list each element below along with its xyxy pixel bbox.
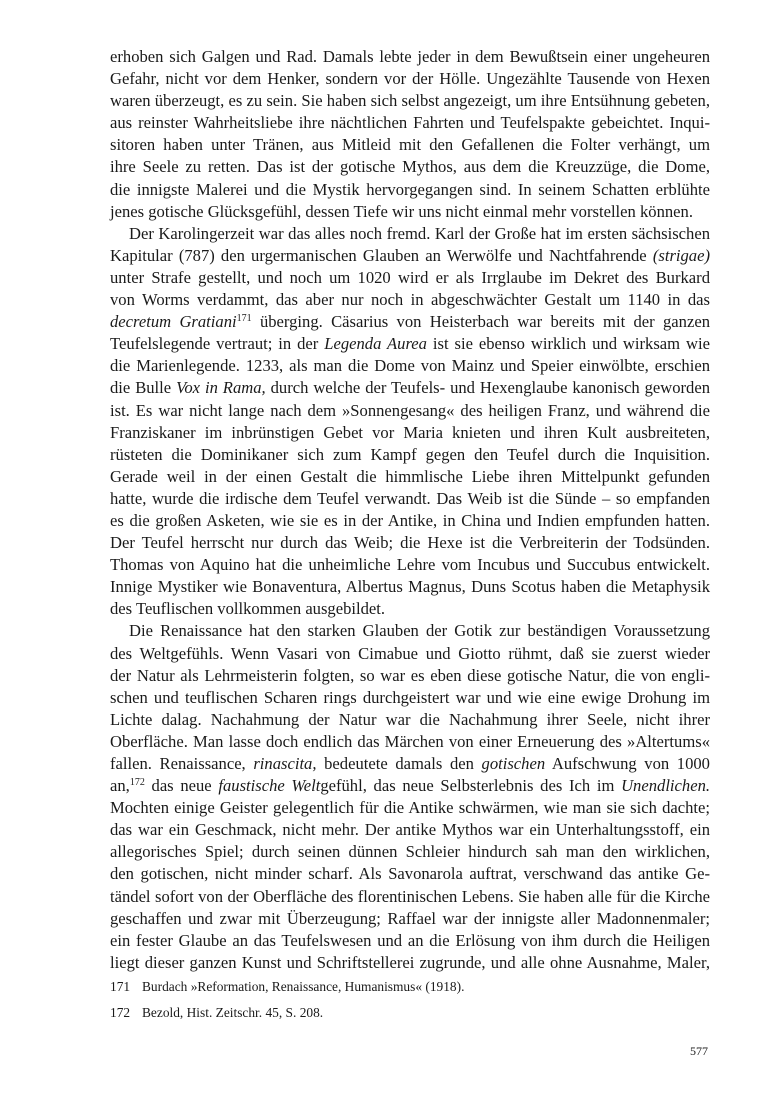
text-line: Gefahr, nicht vor dem Henker, sondern vor der Hölle. Ungezählte Tausende von Hexen — [110, 69, 710, 89]
footnote-ref-172[interactable]: 172 — [129, 777, 145, 789]
text-line: fallen. Renaissance, rinascita, bedeutete damals den gotischen Aufschwung von 1000 — [110, 754, 710, 773]
footnote-172 — [110, 1004, 710, 1030]
footnote-ref-171[interactable]: 171 — [236, 313, 252, 325]
page-number: 577 — [690, 1044, 708, 1058]
text-line: hatte, wurde die irdische dem Teufel verwandt. Das Weib ist die Sünde – so empfanden — [110, 488, 710, 508]
italic-term: Legenda Aurea — [324, 334, 427, 354]
text-line: es die großen Asketen, wie sie es in der Antike, in China und Indien empfunden hatten. — [110, 510, 710, 530]
text-line: Innige Mystiker wie Bonaventura, Albertus Magnus, Duns Scotus haben die Metaphysik — [110, 577, 710, 597]
text-line: Der Karolingerzeit war das alles noch fremd. Karl der Große hat im ersten sächsischen — [129, 223, 710, 243]
text-line: das war ein Geschmack, nicht mehr. Der antike Mythos war ein Unterhaltungsstoff, ein — [110, 820, 710, 840]
body-text — [110, 46, 710, 974]
text-line: des Weltgefühls. Wenn Vasari von Cimabue und Giotto rühmt, daß sie zuerst wieder — [110, 643, 710, 663]
italic-term: faustische Welt — [218, 776, 321, 796]
italic-term: Vox in Rama, — [176, 378, 266, 398]
italic-term: (strigae) — [652, 245, 710, 265]
text-line: die innigste Malerei und die Mystik hervorgegangen sind. In seinem Schatten erblühte — [110, 179, 710, 199]
text-line: aus reinster Wahrheitsliebe ihre nächtlichen Fahrten und Teufelspakte gebeichtet. Inqui- — [110, 113, 710, 133]
text-line: Die Renaissance hat den starken Glauben der Gotik zur beständigen Voraussetzung — [129, 621, 710, 641]
text-line: geschaffen und zwar mit Überzeugung; Raffael war der innigste aller Madonnenmaler; — [110, 908, 710, 928]
text-line: schen und teuflischen Scharen rings durchgeistert war und wie eine ewige Drohung im — [110, 687, 710, 707]
text-line: Mochten einige Geister gelegentlich für die Antike schwärmen, wie man sie sich dachte; — [110, 798, 710, 818]
footnote-number: 171 — [110, 979, 131, 994]
text-line: an,$^{172}$ das neue faustische Weltgefühl, das neue Selbsterlebnis des Ich im Unendlichen. — [110, 776, 711, 796]
italic-term: decretum Gratiani — [110, 312, 237, 332]
italic-term: Unendlichen. — [621, 776, 711, 796]
text-line: ein fester Glaube an das Teufelswesen und an die Erlösung von ihm durch die Heiligen — [110, 930, 710, 950]
footnote-number: 172 — [110, 1005, 131, 1020]
italic-term: rinascita, — [253, 754, 317, 773]
text-line: Kapitular (787) den urgermanischen Glauben an Werwölfe und Nachtfahrende (strigae) — [110, 245, 710, 265]
text-line: Der Teufel herrscht nur durch das Weib; die Hexe ist die Verbreiterin der Todsünden. — [110, 533, 710, 553]
text-line: waren überzeugt, es zu sein. Sie haben sich selbst angezeigt, um ihre Entsühnung gebeten, — [110, 91, 710, 111]
text-line: tändel sofort von der Oberfläche des florentinischen Lebens. Sie haben alle für die Kirche — [110, 886, 710, 906]
text-line: Thomas von Aquino hat die unheimliche Lehre vom Incubus und Succubus entwickelt. — [110, 555, 710, 575]
footnote-text: Burdach »Reformation, Renaissance, Humanismus« (1918). — [142, 979, 465, 994]
text-line: die Marienlegende. 1233, als man die Dome von Mainz und Speier einwölbte, erschien — [110, 356, 710, 376]
text-line: ihre Seele zu retten. Das ist der gotische Mythos, aus dem die Kreuzzüge, die Dome, — [110, 157, 710, 177]
text-line: unter Strafe gestellt, und noch um 1020 wird er als Irrglaube im Dekret des Burkard — [110, 267, 710, 287]
text-line: Gerade weil in der einen Gestalt die himmlische Liebe ihren Mittelpunkt gefunden — [110, 466, 710, 486]
text-line: von Worms verdammt, das aber nur noch in abgeschwächter Gestalt um 1140 in das — [110, 290, 710, 310]
text-line: jenes gotische Glücksgefühl, dessen Tiefe wir uns nicht einmal mehr vorstellen können. — [110, 201, 693, 221]
text-line: decretum Gratiani$^{171}$ überging. Cäsarius von Heisterbach war bereits mit der ganzen — [110, 312, 710, 332]
text-line: die Bulle Vox in Rama, durch welche der Teufels- und Hexenglaube kanonisch geworden — [110, 378, 710, 398]
text-line: Franziskaner im inbrünstigen Gebet vor Maria knieten und ihren Kult ausbreiteten, — [110, 422, 710, 442]
text-line: Teufelslegende vertraut; in der Legenda Aurea ist sie ebenso wirklich und wirksam wie — [110, 334, 710, 354]
text-line: rüsteten die Dominikaner sich zum Kampf gegen den Teufel durch die Inquisition. — [110, 444, 710, 464]
text-line: des Teuflischen vollkommen ausgebildet. — [110, 599, 386, 619]
text-line: Lichte dalag. Nachahmung der Natur war die Nachahmung ihrer Seele, nicht ihrer — [110, 709, 710, 729]
text-line: liegt dieser ganzen Kunst und Schriftstellerei zugrunde, und alle ohne Ausnahme, Maler, — [110, 952, 710, 972]
footnote-text: Bezold, Hist. Zeitschr. 45, S. 208. — [142, 1005, 324, 1020]
text-line: der Natur als Lehrmeisterin folgten, so war es eben diese gotische Natur, die von engli- — [110, 665, 710, 685]
italic-term: gotischen — [481, 754, 546, 773]
text-line: Oberfläche. Man lasse doch endlich das Märchen von einer Erneuerung des »Altertums« — [110, 731, 710, 751]
footnotes — [110, 978, 710, 1030]
text-line: sitoren haben unter Tränen, aus Mitleid mit den Gefallenen die Folter verhängt, um — [110, 135, 710, 155]
text-line: erhoben sich Galgen und Rad. Damals lebte jeder in dem Bewußtsein einer ungeheuren — [110, 47, 710, 66]
text-line: allegorisches Spiel; durch seinen dünnen Schleier hindurch sah man den wirklichen, — [110, 842, 710, 862]
footnote-171 — [110, 978, 710, 1004]
text-line: den gotischen, nicht minder scharf. Als Savonarola auftrat, verschwand das antike Ge- — [110, 864, 710, 884]
text-line: ist. Es war nicht lange nach dem »Sonnengesang« des heiligen Franz, und während die — [110, 400, 710, 420]
